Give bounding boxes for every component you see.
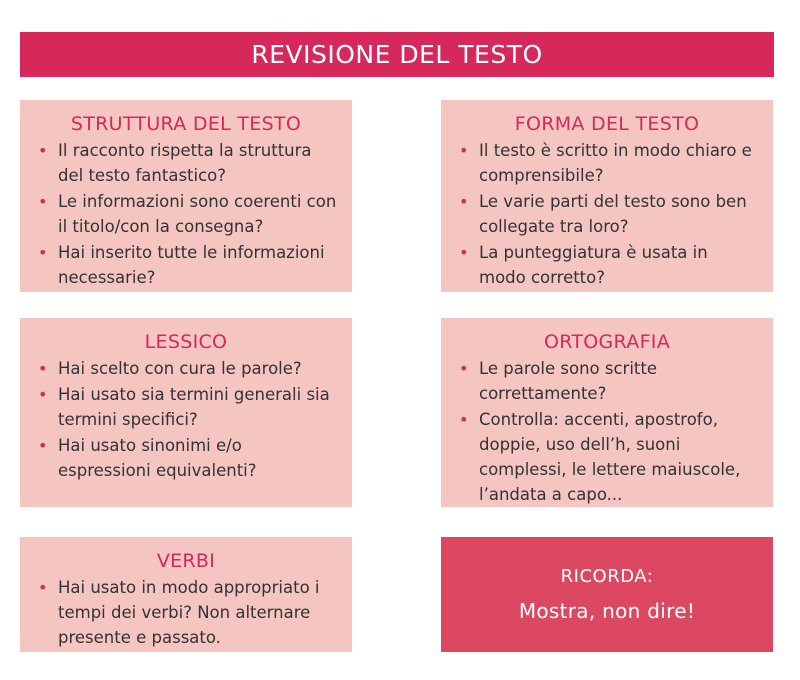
- bullet-icon: •: [38, 192, 48, 211]
- bullet-icon: •: [459, 359, 469, 378]
- list-item-text: Hai usato sia termini generali sia termini specifici?: [58, 385, 330, 429]
- card-forma-list: [455, 138, 759, 290]
- bullet-icon: •: [38, 243, 48, 262]
- bullet-icon: •: [38, 578, 48, 597]
- card-lessico-title: LESSICO: [144, 331, 228, 353]
- card-struttura: [20, 100, 352, 292]
- list-item-text: La punteggiatura è usata in modo corretto?: [479, 243, 708, 287]
- card-ortografia-title: ORTOGRAFIA: [543, 331, 671, 353]
- card-ortografia-list: [455, 356, 759, 507]
- list-item-text: Hai usato sinonimi e/o espressioni equivalenti?: [58, 436, 257, 480]
- remember-box: [441, 537, 773, 652]
- bullet-icon: •: [38, 385, 48, 404]
- list-item: [34, 356, 338, 381]
- list-item: [455, 189, 759, 239]
- card-verbi-list: [34, 575, 338, 650]
- card-struttura-list: [34, 138, 338, 290]
- list-item: [455, 138, 759, 188]
- bullet-icon: •: [459, 192, 469, 211]
- list-item-text: Le parole sono scritte correttamente?: [479, 359, 657, 403]
- page-title-banner: [20, 32, 774, 77]
- bullet-icon: •: [38, 359, 48, 378]
- bullet-icon: •: [459, 243, 469, 262]
- bullet-icon: •: [38, 141, 48, 160]
- list-item: [34, 382, 338, 432]
- list-item-text: Il testo è scritto in modo chiaro e comprensibile?: [479, 141, 752, 185]
- list-item: [34, 575, 338, 650]
- list-item-text: Le informazioni sono coerenti con il titolo/con la consegna?: [58, 192, 337, 236]
- list-item: [34, 433, 338, 483]
- card-verbi: [20, 537, 352, 652]
- card-lessico-list: [34, 356, 338, 483]
- bullet-icon: •: [459, 410, 469, 429]
- list-item: [455, 240, 759, 290]
- card-forma: [441, 100, 773, 292]
- card-ortografia: [441, 318, 773, 507]
- card-forma-title: FORMA DEL TESTO: [514, 113, 700, 135]
- list-item: [455, 356, 759, 406]
- card-struttura-title: STRUTTURA DEL TESTO: [70, 113, 302, 135]
- bullet-icon: •: [38, 436, 48, 455]
- card-verbi-title: VERBI: [156, 550, 216, 572]
- list-item-text: Hai scelto con cura le parole?: [58, 359, 302, 378]
- list-item-text: Hai usato in modo appropriato i tempi dei verbi? Non alternare presente e passato.: [58, 578, 320, 647]
- list-item: [34, 240, 338, 290]
- list-item-text: Le varie parti del testo sono ben collegate tra loro?: [479, 192, 747, 236]
- page-title: REVISIONE DEL TESTO: [251, 40, 543, 69]
- list-item-text: Il racconto rispetta la struttura del testo fantastico?: [58, 141, 312, 185]
- list-item-text: Controlla: accenti, apostrofo, doppie, uso dell’h, suoni complessi, le lettere maiuscole, l’andata a capo...: [479, 410, 741, 504]
- card-lessico: [20, 318, 352, 507]
- list-item: [34, 189, 338, 239]
- list-item: [455, 407, 759, 507]
- remember-title: RICORDA:: [560, 566, 654, 587]
- list-item: [34, 138, 338, 188]
- bullet-icon: •: [459, 141, 469, 160]
- list-item-text: Hai inserito tutte le informazioni necessarie?: [58, 243, 325, 287]
- remember-text: Mostra, non dire!: [518, 599, 696, 623]
